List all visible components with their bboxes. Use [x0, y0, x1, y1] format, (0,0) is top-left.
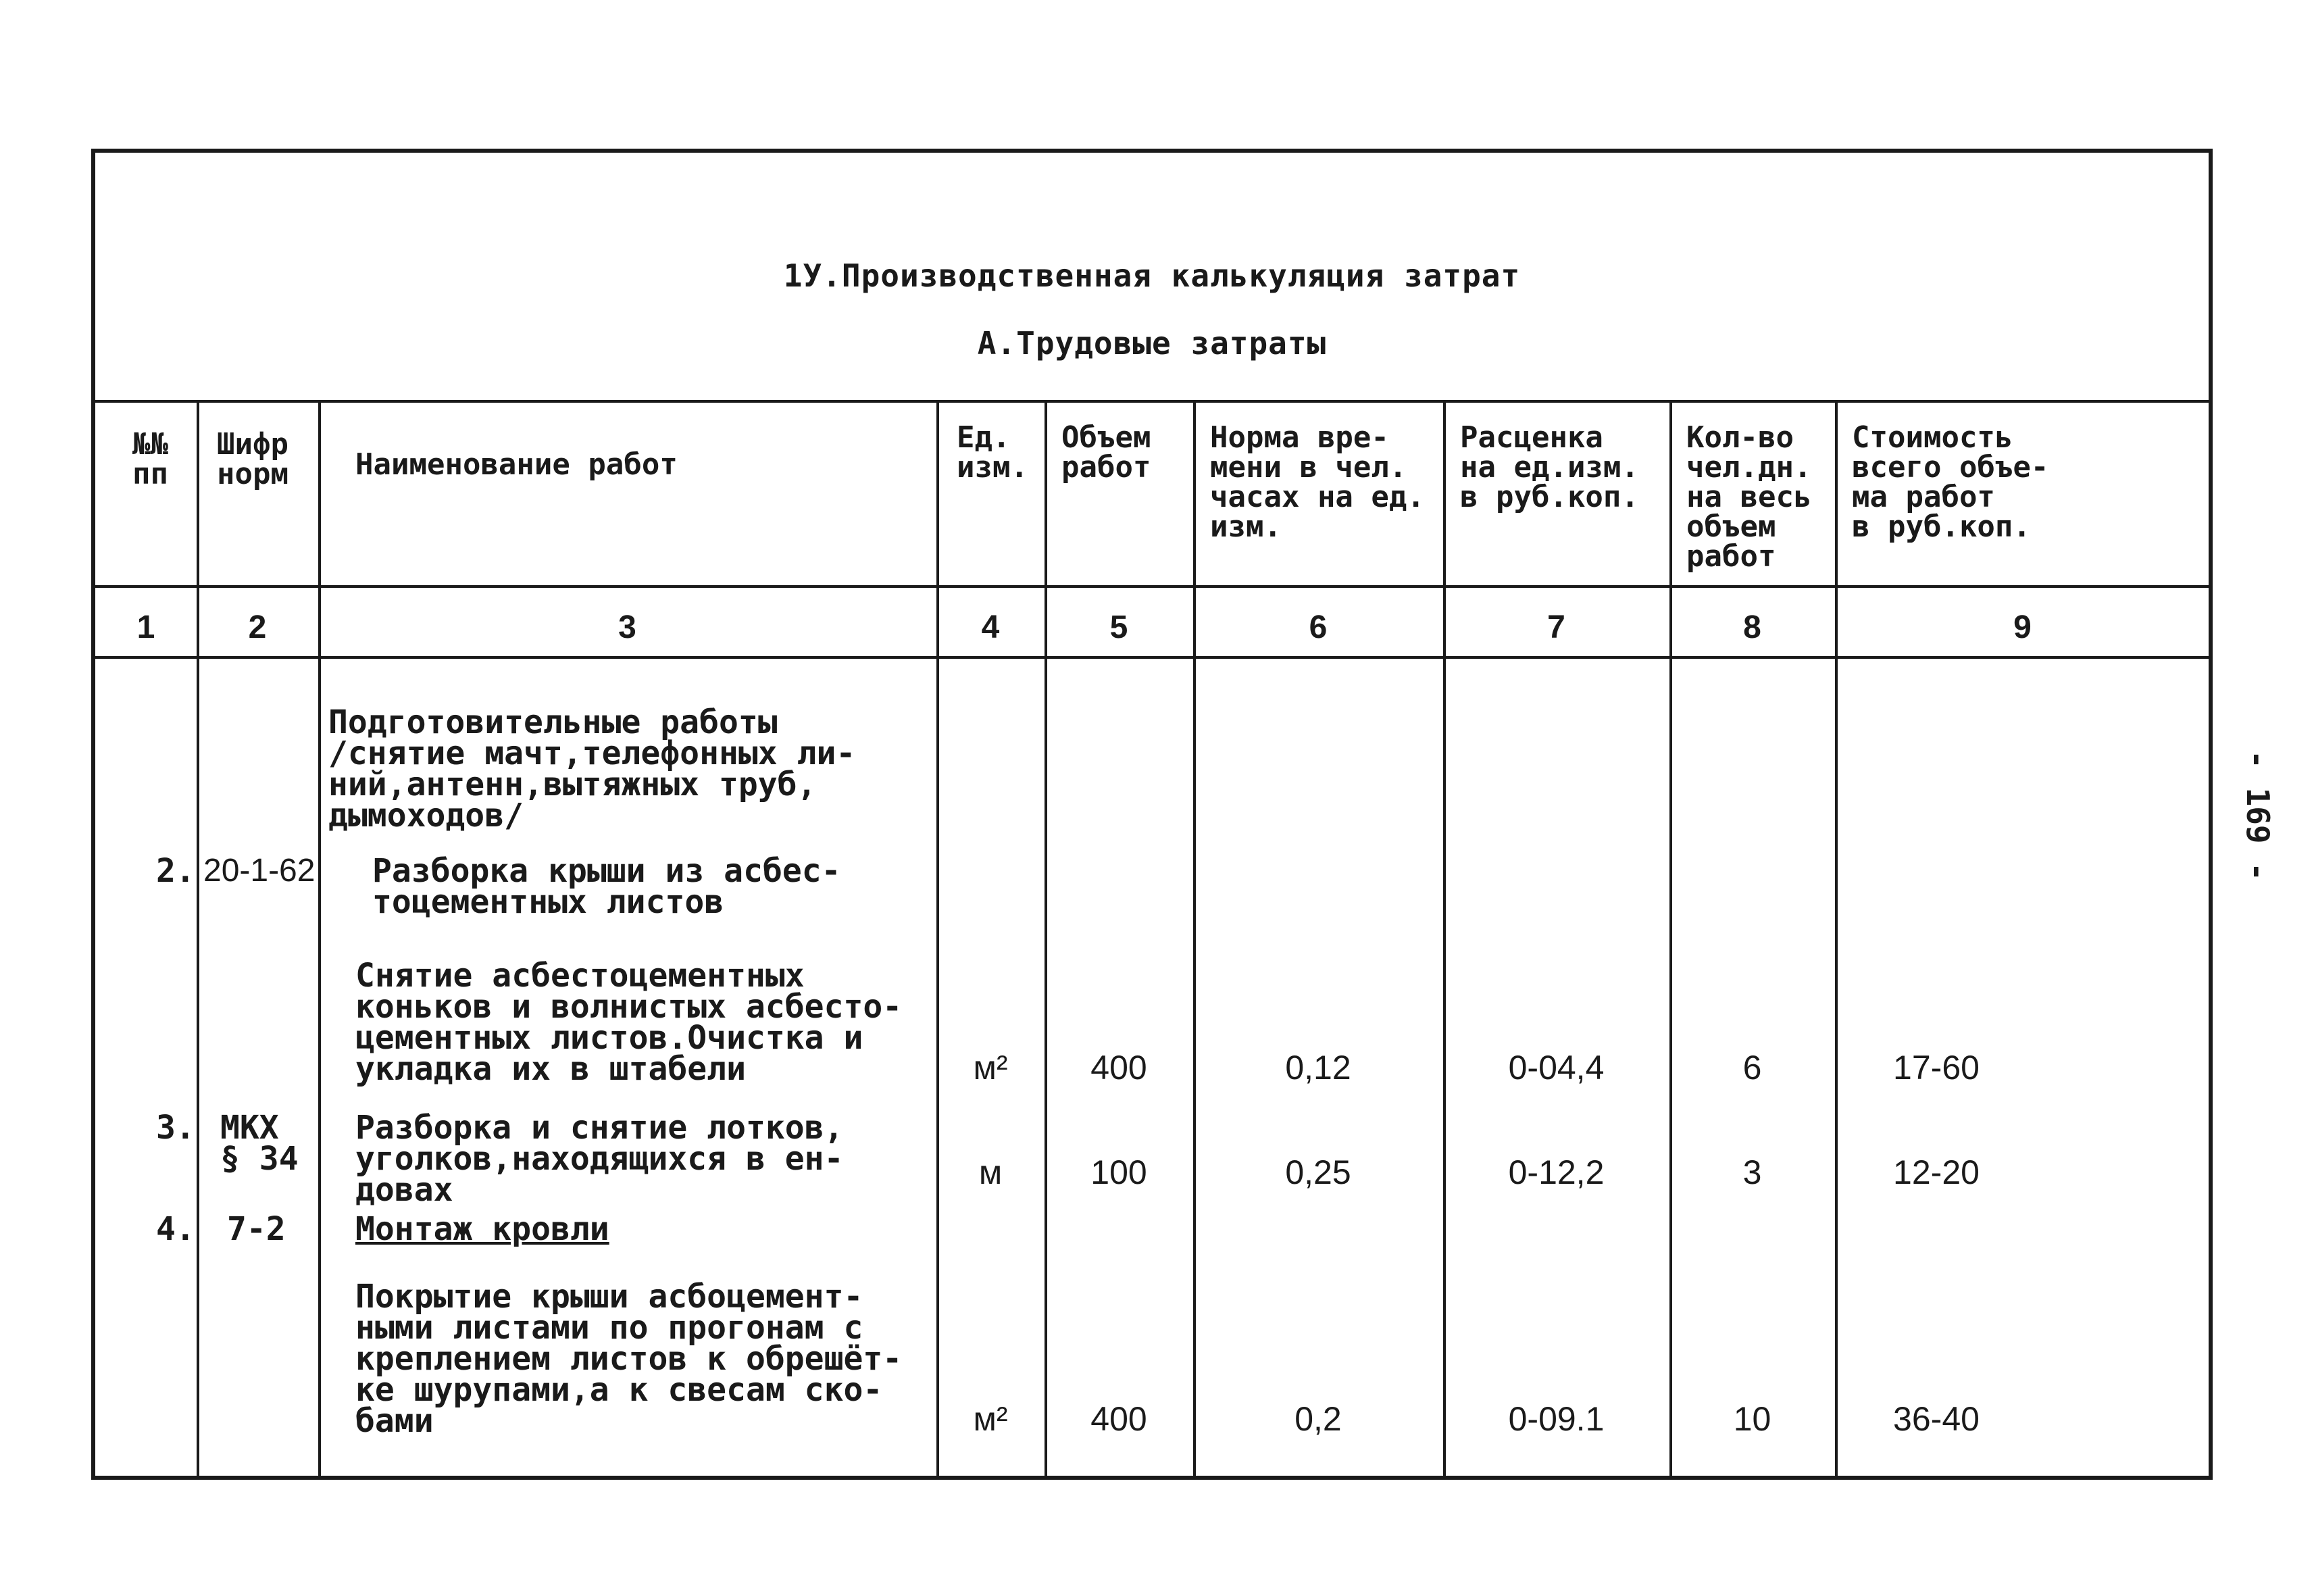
title-block [95, 153, 2209, 403]
time-norm-value: 0,25 [1285, 1153, 1351, 1191]
rate-value: 0-12,2 [1508, 1153, 1605, 1191]
cost-value: 17-60 [1893, 1049, 1980, 1087]
column-divider [1835, 403, 1838, 1476]
cost-value: 12-20 [1893, 1153, 1980, 1191]
row-number: 3. [156, 1109, 195, 1147]
column-number: 2 [248, 609, 267, 645]
column-divider [197, 403, 199, 1476]
column-number: 9 [2013, 609, 2032, 645]
column-divider [936, 403, 939, 1476]
column-number: 3 [618, 609, 636, 645]
work-name: Покрытие крыши асбоцемент- ными листами по прогонам с креплением листов к обрешёт- ке шурупами,а к свесам ско- бами [355, 1278, 903, 1440]
column-number: 5 [1109, 609, 1128, 645]
column-divider [318, 403, 321, 1476]
column-number: 4 [981, 609, 1000, 645]
column-divider [1193, 403, 1196, 1476]
header-work-name: Наименование работ [355, 447, 678, 482]
header-volume: Объем работ [1061, 420, 1151, 484]
work-name: Разборка и снятие лотков, уголков,находящихся в ен- довах [355, 1109, 844, 1209]
man-days-value: 10 [1733, 1400, 1771, 1438]
volume-value: 400 [1090, 1400, 1147, 1438]
header-cost: Стоимость всего объе- ма работ в руб.коп. [1852, 420, 2049, 544]
volume-value: 400 [1090, 1049, 1147, 1087]
column-number-divider [95, 656, 2209, 659]
volume-value: 100 [1090, 1153, 1147, 1191]
header-divider [95, 585, 2209, 588]
document-title: 1У.Производственная калькуляция затрат [783, 257, 1521, 294]
man-days-value: 3 [1742, 1153, 1762, 1191]
norm-code: МКХ § 34 [220, 1109, 299, 1178]
column-number: 1 [136, 609, 155, 645]
row-number: 4. [156, 1210, 195, 1248]
column-number: 8 [1743, 609, 1761, 645]
rate-value: 0-09.1 [1508, 1400, 1605, 1438]
page-number: - 169 - [2239, 750, 2276, 881]
norm-code: 7-2 [227, 1210, 286, 1248]
header-man-days: Кол-во чел.дн. на весь объем работ [1686, 420, 1812, 574]
column-divider [1045, 403, 1047, 1476]
column-divider [1443, 403, 1446, 1476]
work-name: Снятие асбестоцементных коньков и волнистых асбесто- цементных листов.Очистка и укладка их в штабели [355, 957, 903, 1088]
column-divider [1669, 403, 1672, 1476]
rate-value: 0-04,4 [1508, 1049, 1605, 1087]
man-days-value: 6 [1742, 1049, 1762, 1087]
header-time-norm: Норма вре- мени в чел. часах на ед. изм. [1210, 420, 1425, 544]
cost-value: 36-40 [1893, 1400, 1980, 1438]
row-number: 2. [156, 852, 195, 890]
unit-value: м² [973, 1400, 1008, 1438]
header-unit: Ед. изм. [957, 420, 1028, 484]
header-rate: Расценка на ед.изм. в руб.коп. [1460, 420, 1639, 514]
time-norm-value: 0,2 [1294, 1400, 1342, 1438]
unit-value: м [978, 1153, 1003, 1191]
document-subtitle: А.Трудовые затраты [977, 325, 1327, 361]
header-row-number: №№ пп [132, 427, 168, 491]
column-number: 7 [1547, 609, 1565, 645]
work-name: Разборка крыши из асбес- тоцементных листов [372, 852, 841, 921]
unit-value: м² [973, 1049, 1008, 1087]
column-number: 6 [1309, 609, 1328, 645]
table-frame [91, 149, 2213, 1480]
norm-code: 20-1-62 [203, 853, 316, 889]
section-heading: Монтаж кровли [355, 1210, 609, 1248]
work-name: Подготовительные работы /снятие мачт,телефонных ли- ний,антенн,вытяжных труб, дымоходов/ [328, 703, 856, 834]
time-norm-value: 0,12 [1285, 1049, 1351, 1087]
header-norm-code: Шифр норм [217, 427, 288, 491]
